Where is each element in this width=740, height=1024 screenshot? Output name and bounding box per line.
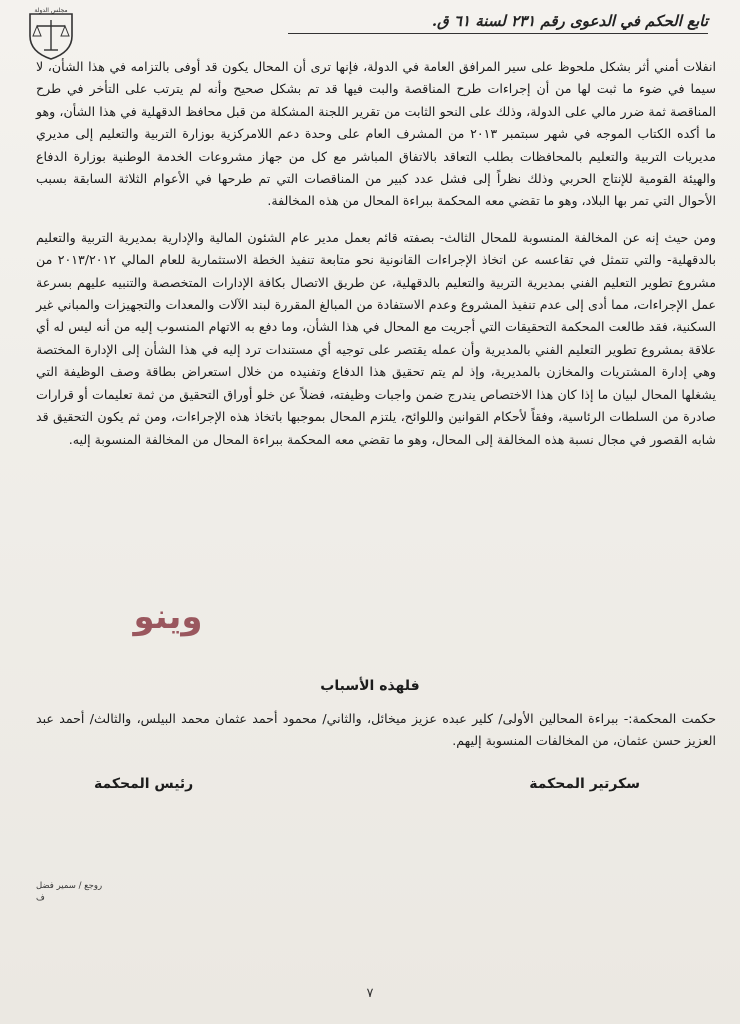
paragraph-1: انفلات أمني أثر بشكل ملحوظ على سير المرافق العامة في الدولة، فإنها ترى أن المحال يكون قد أوفى بالتزامه في هذا الشأن، لا سيما في ضوء ما ثبت لها من أن إجراءات طرح المناقصة والبت فيها قد تم بشكل صحيح وأنه لم يترتب على التأخر في طرح المناقصة ثمة ضرر مالي على الدولة، وذلك على النحو الثابت من تقرير اللجنة المشكلة من قبل محافظ الدقهلية في هذا الشأن، وهو ما أكده الكتاب الموجه في شهر سبتمبر ٢٠١٣ من المشرف العام على وحدة دعم اللامركزية بوزارة التربية والتعليم إلى مديري مديريات التربية والتعليم بالمحافظات بطلب التعاقد بالاتفاق المباشر مع كل من جهاز مشروعات الخدمة الوطنية بوزارة الدفاع والهيئة القومية للإنتاج الحربي وذلك نظراً إلى فشل عدد كبير من المناقصات التي تم طرحها في الأعوام الثلاثة السابقة بسبب الأحوال التي تمر بها البلاد، وهو ما تقضي معه المحكمة ببراءة المحال من هذه المخالفة. [36, 59, 716, 209]
paragraph-2: ومن حيث إنه عن المخالفة المنسوبة للمحال الثالث- بصفته قائم بعمل مدير عام الشئون المالية والإدارية بمديرية التربية والتعليم بالدقهلية- والتي تتمثل في تقاعسه عن اتخاذ الإجراءات القانونية نحو متابعة تنفيذ الخطة الاستثمارية للعام المالي ٢٠١٣/٢٠١٢ من مشروع تطوير التعليم الفني بمديرية التربية والتعليم بالدقهلية، عن طريق الاتصال بكافة الإدارات المتخصصة والتنبيه عليهم بسرعة عمل الإجراءات، مما أدى إلى عدم تنفيذ المشروع وعدم الاستفادة من المبالغ المقررة لبند الآلات والمعدات والتجهيزات والمباني غير السكنية، فقد طالعت المحكمة التحقيقات التي أجريت مع المحال في هذا الشأن، وما دفع به الاتهام المنسوب إليه من أنه ليس له أي علاقة بمشروع تطوير التعليم الفني بالمديرية وأن عمله يقتصر على توجيه أي مستندات ترد إليه في هذا الشأن إلى الإدارة المختصة وهي إدارة المشتريات والمخازن بالمديرية، وإذ لم يتم تحقيق هذا الدفاع وتفنيده من خلال استعراض بطاقة وصف الوظيفة التي يشغلها المحال لبيان ما إذا كان هذا الاختصاص يندرج ضمن واجبات وظيفته، فضلاً عن خلو أوراق التحقيق من ثمة تعليمات أو قرارات صادرة من السلطات الرئاسية، وفقاً لأحكام القوانين واللوائح، يلتزم المحال بموجبها باتخاذ هذه الإجراءات، ومن ثم يكون التحقيق قد شابه القصور في مجال نسبة هذه المخالفة إلى المحال، وهو ما تقضي معه المحكمة ببراءة المحال من المخالفة المنسوبة إليه. [36, 229, 716, 447]
court-president-signature: رئيس المحكمة [94, 776, 194, 792]
watermark-logo [118, 588, 218, 644]
watermark-text: وينو [133, 597, 203, 637]
logo-label: مجلس الدولة [34, 7, 68, 14]
typist-note [36, 880, 102, 904]
court-secretary-signature: سكرتير المحكمة [529, 776, 640, 792]
continuation-header: تابع الحكم في الدعوى رقم ٢٣١ لسنة ٦١ ق. [288, 12, 708, 34]
typist-initial: ف [36, 893, 45, 903]
judgment-body [36, 56, 716, 451]
verdict-paragraph: حكمت المحكمة:- ببراءة المحالين الأولى/ كلير عبده عزيز ميخائل، والثاني/ محمود أحمد عثمان محمد البيلس، والثالث/ أحمد عبد العزيز حسن عثمان، من المخالفات المنسوبة إليهم. [36, 711, 716, 749]
typist-reviewed-line: روجع / سمير فضل [36, 881, 103, 891]
page-number: ٧ [366, 986, 374, 1001]
state-council-logo [22, 4, 80, 62]
reasons-heading: فلهذه الأسباب [320, 678, 420, 694]
